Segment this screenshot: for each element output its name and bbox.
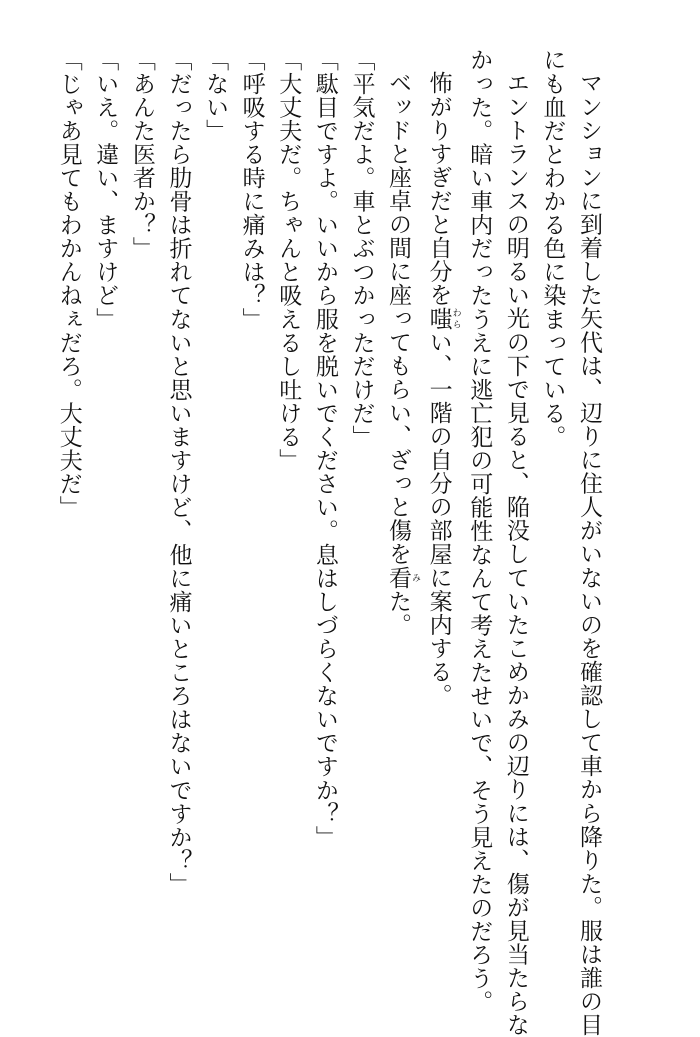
text-line-2: にも血だとわかる色に染まっている。 [539, 48, 566, 449]
ruby-word-warau [425, 306, 461, 331]
dialogue-line-11: 「ない」 [202, 48, 229, 143]
dialogue-line-12: 「だったら肋骨は折れてないと思いますけど、他に痛いところはないですか？」 [165, 48, 192, 896]
text-line-6 [379, 48, 420, 993]
vertical-text-block [50, 48, 607, 1037]
ruby-base-miru: 看 [385, 565, 412, 590]
text-line-5 [420, 48, 461, 993]
dialogue-line-13: 「あんた医者か？」 [128, 48, 155, 260]
text-line-5-pre: 怖がりすぎだと自分を [425, 71, 452, 307]
dialogue-line-7: 「平気だよ。車とぶつかっただけだ」 [348, 48, 375, 449]
text-line-3: エントランスの明るい光の下で見ると、陥没していたこめかみの辺りには、傷が見当たらな [502, 71, 529, 1037]
ruby-base-warau: 嗤 [425, 306, 452, 331]
text-line-1: マンションに到着した矢代は、辺りに住人がいないのを確認して車から降りた。服は誰の目 [576, 71, 602, 1037]
ruby-word-miru [385, 565, 421, 590]
text-line-6-pre: ベッドと座卓の間に座ってもらい、ざっと傷を [385, 71, 412, 566]
dialogue-line-14: 「いえ。違い、ますけど」 [92, 48, 119, 331]
dialogue-line-8: 「駄目ですよ。いいから服を脱いでください。息はしづらくないですか？」 [311, 48, 338, 849]
dialogue-line-9: 「大丈夫だ。ちゃんと吸えるし吐ける」 [275, 48, 302, 472]
dialogue-line-15: 「じゃあ見てもわかんねぇだろ。大丈夫だ」 [55, 48, 82, 519]
dialogue-line-10: 「呼吸する時に痛みは？」 [238, 48, 265, 331]
text-line-4: かった。暗い車内だったうえに逃亡犯の可能性なんて考えたせいで、そう見えたのだろう。 [466, 48, 493, 1014]
ruby-reading-miru: み [410, 565, 421, 590]
text-line-5-post: い、一階の自分の部屋に案内する。 [425, 330, 452, 707]
ruby-reading-warau: わら [450, 306, 461, 331]
text-line-6-post: た。 [385, 589, 412, 637]
